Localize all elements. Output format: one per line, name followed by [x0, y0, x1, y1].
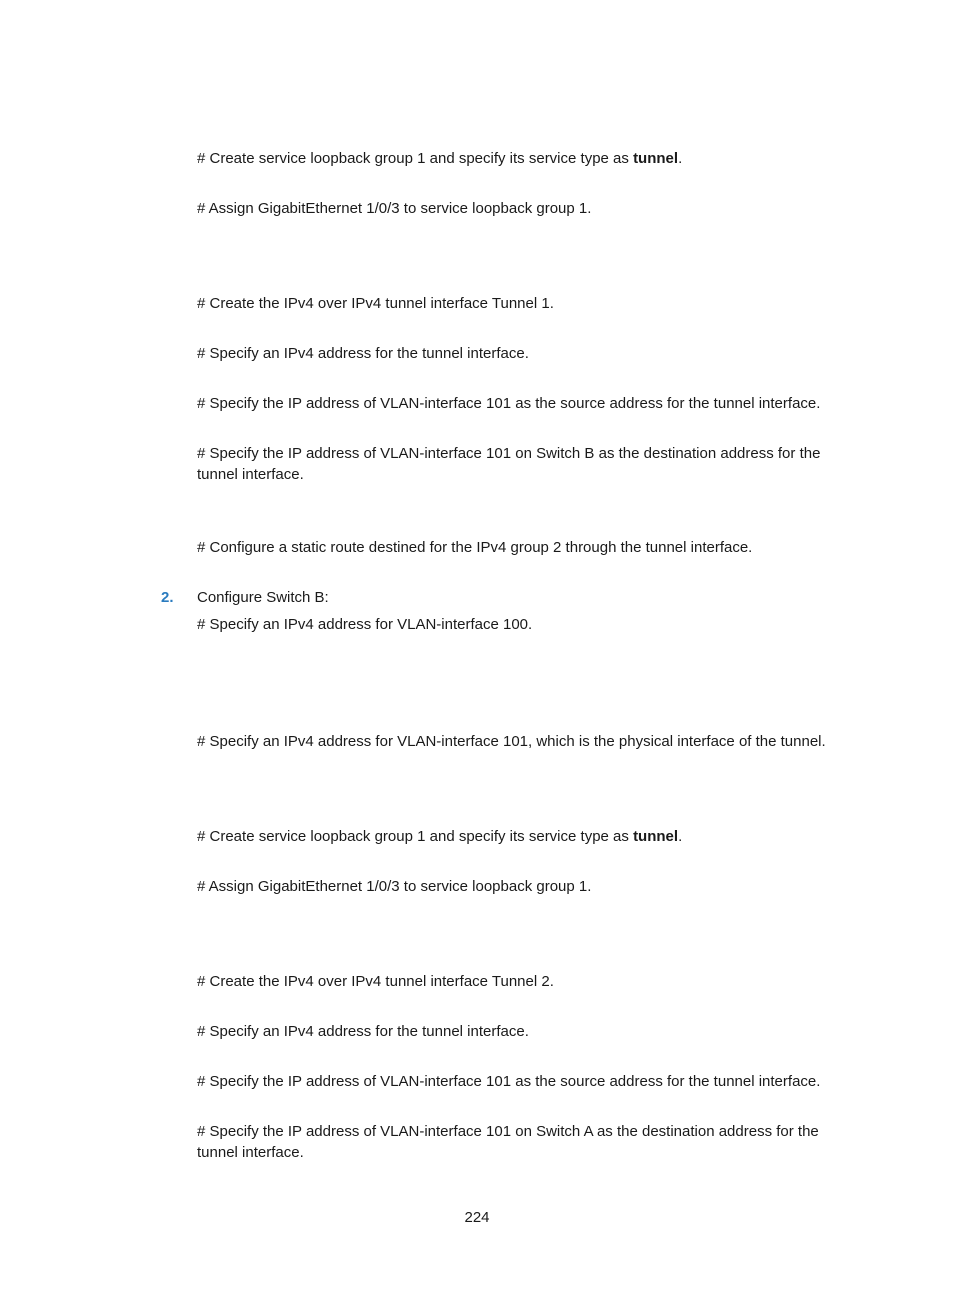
instruction-text: # Create service loopback group 1 and specify its service type as: [197, 828, 634, 845]
instruction-line: # Specify the IP address of VLAN-interface 101 as the source address for the tunnel interface.: [197, 395, 821, 412]
instruction-line: # Specify an IPv4 address for VLAN-interface 101, which is the physical interface of the tunnel.: [197, 733, 826, 750]
instruction-line: # Specify an IPv4 address for VLAN-interface 100.: [197, 616, 533, 633]
instruction-line: # Specify an IPv4 address for the tunnel interface.: [197, 1023, 529, 1040]
instruction-line: # Create the IPv4 over IPv4 tunnel interface Tunnel 2.: [197, 973, 554, 990]
step-number: 2.: [161, 589, 174, 606]
keyword-text: tunnel: [633, 150, 679, 167]
keyword-text: tunnel: [633, 828, 679, 845]
instruction-line: [197, 826, 682, 847]
step-title: Configure Switch B:: [197, 589, 329, 606]
instruction-line: # Create the IPv4 over IPv4 tunnel interface Tunnel 1.: [197, 295, 554, 312]
instruction-text: # Create service loopback group 1 and specify its service type as: [197, 150, 634, 167]
instruction-line: # Specify the IP address of VLAN-interface 101 on Switch B as the destination address for the tunnel interface.: [197, 445, 821, 483]
punctuation: .: [678, 828, 683, 845]
instruction-line: # Assign GigabitEthernet 1/0/3 to service loopback group 1.: [197, 200, 592, 217]
instruction-line: # Specify the IP address of VLAN-interface 101 on Switch A as the destination address for the tunnel interface.: [197, 1123, 819, 1161]
punctuation: .: [678, 150, 683, 167]
instruction-line: # Specify the IP address of VLAN-interface 101 as the source address for the tunnel interface.: [197, 1073, 821, 1090]
instruction-line: # Assign GigabitEthernet 1/0/3 to service loopback group 1.: [197, 878, 592, 895]
instruction-line: [197, 148, 682, 169]
page-number: 224: [464, 1209, 490, 1226]
instruction-line: # Specify an IPv4 address for the tunnel interface.: [197, 345, 529, 362]
instruction-line: # Configure a static route destined for the IPv4 group 2 through the tunnel interface.: [197, 539, 753, 556]
